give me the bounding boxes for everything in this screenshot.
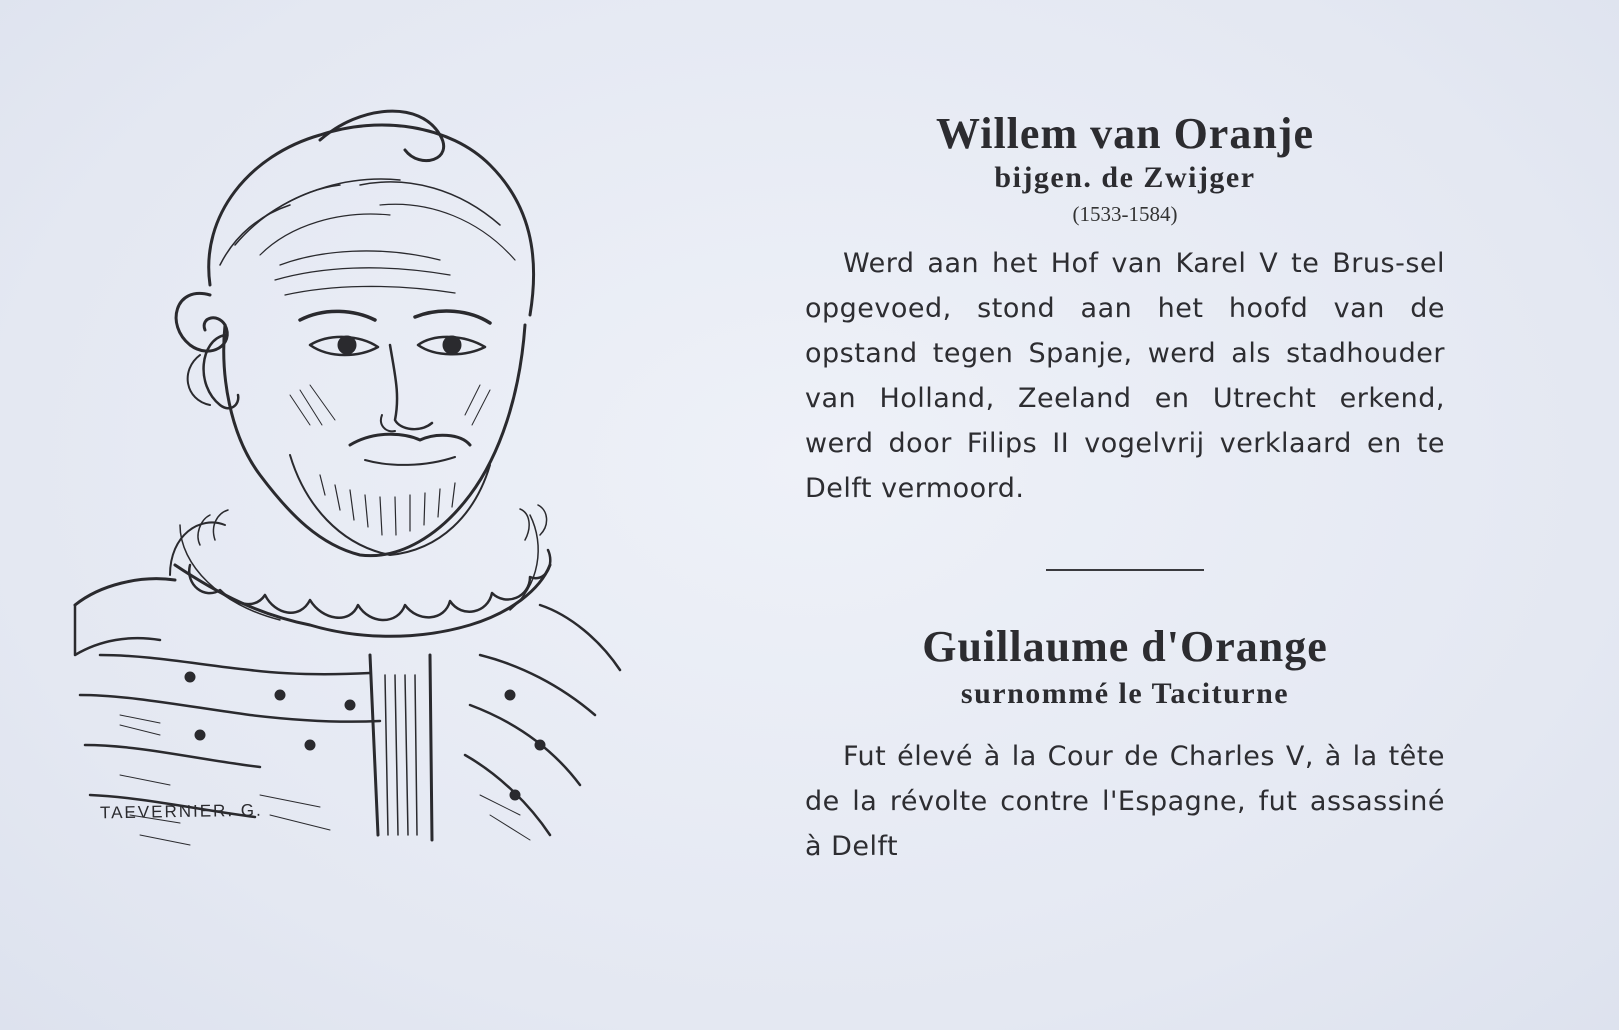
artist-signature: TAEVERNIER. G. — [99, 800, 263, 823]
dutch-body: Werd aan het Hof van Karel V te Brus-sel opgevoed, stond aan het hoofd van de opstand tegen Spanje, werd als stadhouder van Holland, Zeeland en Utrecht erkend, werd door Filips II vogelvrij verklaard en te Delft vermoord. — [805, 248, 1445, 505]
dutch-title: Willem van Oranje — [936, 109, 1314, 158]
french-body: Fut élevé à la Cour de Charles V, à la tête de la révolte contre l'Espagne, fut assassiné à Delft — [805, 740, 1445, 862]
section-divider — [1046, 569, 1204, 571]
french-subtitle: surnommé le Taciturne — [960, 676, 1290, 710]
text-column — [805, 110, 1445, 869]
dutch-subtitle: bijgen. de Zwijger — [994, 161, 1256, 195]
portrait-engraving — [60, 95, 660, 875]
french-title: Guillaume d'Orange — [922, 622, 1328, 672]
life-dates: (1533-1584) — [1072, 202, 1178, 227]
